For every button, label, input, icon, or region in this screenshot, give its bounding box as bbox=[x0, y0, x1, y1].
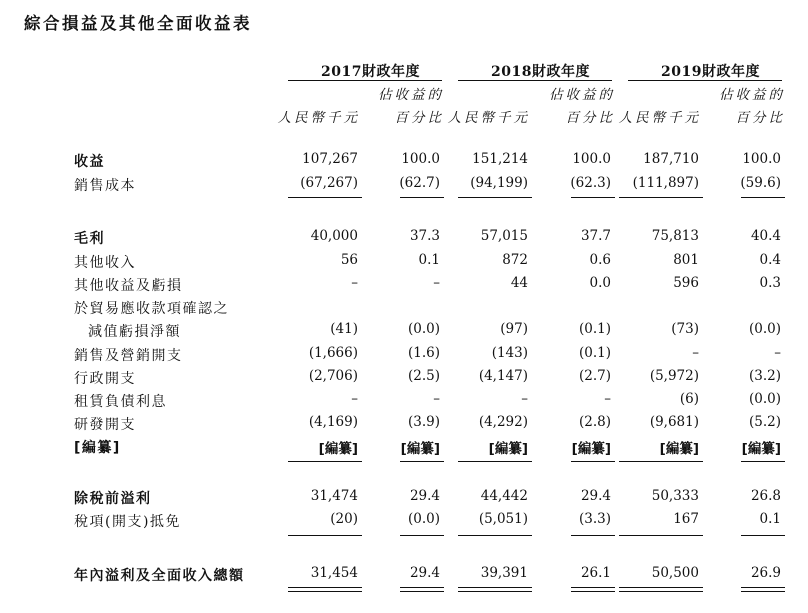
table-cell: 37.7 bbox=[580, 228, 611, 244]
column-rule bbox=[288, 197, 362, 198]
row-label: 銷售成本 bbox=[74, 178, 136, 194]
column-rule bbox=[741, 535, 785, 536]
row-label: 銷售及營銷開支 bbox=[74, 348, 183, 364]
table-cell: (94,199) bbox=[470, 175, 528, 191]
table-cell: (5,051) bbox=[478, 511, 528, 527]
row-label: 除稅前溢利 bbox=[74, 491, 152, 507]
column-rule bbox=[571, 587, 615, 588]
table-cell: 0.3 bbox=[759, 275, 781, 291]
table-cell: 40,000 bbox=[310, 228, 358, 244]
table-cell: (67,267) bbox=[300, 175, 358, 191]
table-cell: (4,147) bbox=[478, 368, 528, 384]
table-cell: – bbox=[521, 391, 528, 407]
column-rule bbox=[571, 591, 615, 592]
column-rule bbox=[288, 461, 362, 462]
percent-column-header-line1: 佔收益的 bbox=[378, 87, 444, 103]
column-rule bbox=[741, 461, 785, 462]
table-cell: – bbox=[692, 345, 699, 361]
table-cell: (0.1) bbox=[578, 345, 611, 361]
row-label: 其他收入 bbox=[74, 255, 136, 271]
table-cell: 872 bbox=[502, 252, 528, 268]
table-cell: 56 bbox=[340, 252, 358, 268]
column-rule bbox=[571, 461, 615, 462]
table-cell: 26.9 bbox=[750, 565, 781, 581]
table-cell: (97) bbox=[500, 321, 528, 337]
table-cell: [編纂] bbox=[659, 441, 699, 457]
table-cell: (62.3) bbox=[570, 175, 611, 191]
table-cell: 0.6 bbox=[589, 252, 611, 268]
table-cell: 31,474 bbox=[310, 488, 358, 504]
table-cell: 29.4 bbox=[409, 488, 440, 504]
period-underline bbox=[458, 80, 612, 81]
table-cell: – bbox=[351, 275, 358, 291]
table-cell: 0.1 bbox=[759, 511, 781, 527]
column-rule bbox=[458, 197, 532, 198]
column-rule bbox=[619, 197, 703, 198]
table-cell: 40.4 bbox=[750, 228, 781, 244]
column-rule bbox=[288, 587, 362, 588]
row-label: 年內溢利及全面收入總額 bbox=[74, 568, 245, 584]
table-cell: – bbox=[433, 275, 440, 291]
table-cell: [編纂] bbox=[488, 441, 528, 457]
table-cell: – bbox=[433, 391, 440, 407]
column-rule bbox=[619, 591, 703, 592]
table-cell: (0.0) bbox=[748, 321, 781, 337]
column-rule bbox=[571, 197, 615, 198]
amount-column-header: 人民幣千元 bbox=[618, 110, 701, 126]
table-cell: (111,897) bbox=[632, 175, 699, 191]
column-rule bbox=[619, 535, 703, 536]
table-cell: (2.5) bbox=[407, 368, 440, 384]
table-cell: 29.4 bbox=[580, 488, 611, 504]
column-rule bbox=[741, 591, 785, 592]
table-cell: 50,500 bbox=[651, 565, 699, 581]
table-cell: (0.0) bbox=[748, 391, 781, 407]
column-rule bbox=[619, 461, 703, 462]
table-cell: (59.6) bbox=[740, 175, 781, 191]
percent-column-header-line2: 百分比 bbox=[394, 110, 444, 126]
table-cell: 107,267 bbox=[302, 151, 358, 167]
table-cell: 50,333 bbox=[651, 488, 699, 504]
column-rule bbox=[458, 591, 532, 592]
page-title: 綜合損益及其他全面收益表 bbox=[24, 14, 252, 33]
row-label: 減值虧損淨額 bbox=[88, 324, 181, 340]
table-cell: 29.4 bbox=[409, 565, 440, 581]
amount-column-header: 人民幣千元 bbox=[447, 110, 530, 126]
amount-column-header: 人民幣千元 bbox=[277, 110, 360, 126]
table-cell: (2.7) bbox=[578, 368, 611, 384]
percent-column-header-line1: 佔收益的 bbox=[719, 87, 785, 103]
table-cell: [編纂] bbox=[400, 441, 440, 457]
table-cell: (5,972) bbox=[649, 368, 699, 384]
table-cell: (5.2) bbox=[748, 414, 781, 430]
table-cell: (3.9) bbox=[407, 414, 440, 430]
table-cell: (3.3) bbox=[578, 511, 611, 527]
table-cell: 44,442 bbox=[480, 488, 528, 504]
percent-column-header-line2: 百分比 bbox=[735, 110, 785, 126]
table-cell: (62.7) bbox=[399, 175, 440, 191]
row-label: [編纂] bbox=[74, 440, 121, 456]
table-cell: (73) bbox=[671, 321, 699, 337]
period-year-1: 2017財政年度 bbox=[321, 64, 420, 80]
table-cell: (3.2) bbox=[748, 368, 781, 384]
table-cell: (0.0) bbox=[407, 321, 440, 337]
table-cell: 187,710 bbox=[643, 151, 699, 167]
column-rule bbox=[741, 587, 785, 588]
row-label: 行政開支 bbox=[74, 371, 136, 387]
table-cell: 0.1 bbox=[418, 252, 440, 268]
table-cell: 31,454 bbox=[310, 565, 358, 581]
table-cell: 39,391 bbox=[480, 565, 528, 581]
period-year-2: 2018財政年度 bbox=[491, 64, 590, 80]
row-label: 研發開支 bbox=[74, 417, 136, 433]
table-cell: 0.0 bbox=[589, 275, 611, 291]
table-cell: 596 bbox=[673, 275, 699, 291]
table-cell: 100.0 bbox=[742, 151, 781, 167]
table-cell: 100.0 bbox=[572, 151, 611, 167]
period-year-3: 2019財政年度 bbox=[661, 64, 760, 80]
table-cell: 801 bbox=[673, 252, 699, 268]
column-rule bbox=[458, 535, 532, 536]
table-cell: (9,681) bbox=[649, 414, 699, 430]
row-label: 收益 bbox=[74, 154, 105, 170]
column-rule bbox=[400, 587, 444, 588]
table-cell: (4,292) bbox=[478, 414, 528, 430]
table-cell: – bbox=[604, 391, 611, 407]
table-cell: 26.8 bbox=[750, 488, 781, 504]
table-cell: 75,813 bbox=[651, 228, 699, 244]
percent-column-header-line1: 佔收益的 bbox=[549, 87, 615, 103]
column-rule bbox=[288, 535, 362, 536]
row-label: 於貿易應收款項確認之 bbox=[74, 301, 229, 317]
table-cell: (6) bbox=[679, 391, 699, 407]
table-cell: 151,214 bbox=[472, 151, 528, 167]
table-cell: [編纂] bbox=[741, 441, 781, 457]
table-cell: (143) bbox=[491, 345, 528, 361]
period-underline bbox=[628, 80, 782, 81]
column-rule bbox=[400, 535, 444, 536]
column-rule bbox=[571, 535, 615, 536]
column-rule bbox=[458, 587, 532, 588]
table-cell: (41) bbox=[330, 321, 358, 337]
table-cell: (1,666) bbox=[308, 345, 358, 361]
table-cell: 100.0 bbox=[401, 151, 440, 167]
table-cell: (0.1) bbox=[578, 321, 611, 337]
column-rule bbox=[619, 587, 703, 588]
row-label: 租賃負債利息 bbox=[74, 394, 167, 410]
column-rule bbox=[741, 197, 785, 198]
table-cell: 44 bbox=[510, 275, 528, 291]
table-cell: – bbox=[351, 391, 358, 407]
period-underline bbox=[288, 80, 442, 81]
table-cell: – bbox=[774, 345, 781, 361]
table-cell: 26.1 bbox=[580, 565, 611, 581]
column-rule bbox=[400, 197, 444, 198]
row-label: 毛利 bbox=[74, 231, 105, 247]
table-cell: 0.4 bbox=[759, 252, 781, 268]
row-label: 其他收益及虧損 bbox=[74, 278, 183, 294]
table-cell: [編纂] bbox=[571, 441, 611, 457]
table-cell: (2,706) bbox=[308, 368, 358, 384]
table-cell: 167 bbox=[673, 511, 699, 527]
table-cell: (4,169) bbox=[308, 414, 358, 430]
table-cell: (2.8) bbox=[578, 414, 611, 430]
table-cell: 57,015 bbox=[480, 228, 528, 244]
table-cell: [編纂] bbox=[318, 441, 358, 457]
row-label: 稅項(開支)抵免 bbox=[74, 514, 181, 530]
table-cell: (20) bbox=[330, 511, 358, 527]
column-rule bbox=[458, 461, 532, 462]
table-cell: (0.0) bbox=[407, 511, 440, 527]
column-rule bbox=[400, 461, 444, 462]
table-cell: (1.6) bbox=[407, 345, 440, 361]
percent-column-header-line2: 百分比 bbox=[565, 110, 615, 126]
table-cell: 37.3 bbox=[409, 228, 440, 244]
column-rule bbox=[400, 591, 444, 592]
column-rule bbox=[288, 591, 362, 592]
